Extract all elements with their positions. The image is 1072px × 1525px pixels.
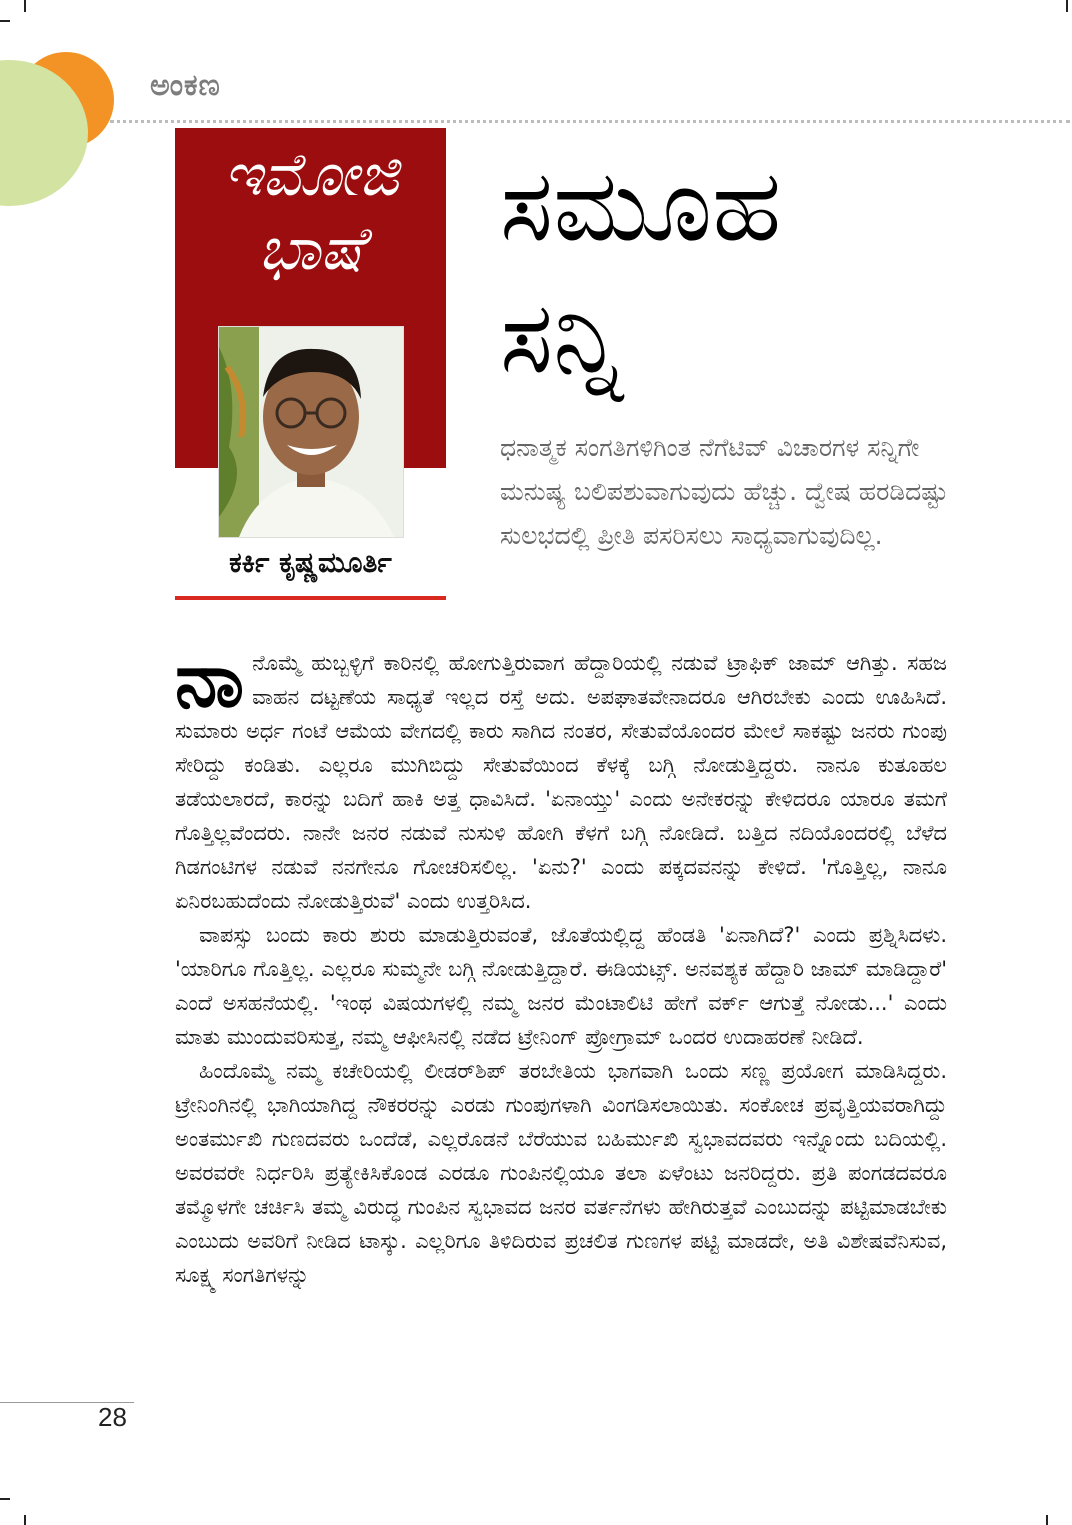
dotted-divider: [110, 120, 1070, 123]
body-paragraph: ಹಿಂದೊಮ್ಮೆ ನಮ್ಮ ಕಚೇರಿಯಲ್ಲಿ ಲೀಡರ್‌ಶಿಪ್ ತರಬೇತಿಯ ಭಾಗವಾಗಿ ಒಂದು ಸಣ್ಣ ಪ್ರಯೋಗ ಮಾಡಿಸಿದ್ದರು. ಟ್ರೇನಿಂಗಿನಲ್ಲಿ ಭಾಗಿಯಾಗಿದ್ದ ನೌಕರರನ್ನು ಎರಡು ಗುಂಪುಗಳಾಗಿ ವಿಂಗಡಿಸಲಾಯಿತು. ಸಂಕೋಚ ಪ್ರವೃತ್ತಿಯವರಾಗಿದ್ದು ಅಂತರ್ಮುಖಿ ಗುಣದವರು ಒಂದೆಡೆ, ಎಲ್ಲರೊಡನೆ ಬೆರೆಯುವ ಬಹಿರ್ಮುಖಿ ಸ್ವಭಾವದವರು ಇನ್ನೊಂದು ಬದಿಯಲ್ಲಿ. ಅವರವರೇ ನಿರ್ಧರಿಸಿ ಪ್ರತ್ಯೇಕಿಸಿಕೊಂಡ ಎರಡೂ ಗುಂಪಿನಲ್ಲಿಯೂ ತಲಾ ಏಳೆಂಟು ಜನರಿದ್ದರು. ಪ್ರತಿ ಪಂಗಡದವರೂ ತಮ್ಮೊಳಗೇ ಚರ್ಚಿಸಿ ತಮ್ಮ ವಿರುದ್ಧ ಗುಂಪಿನ ಸ್ವಭಾವದ ಜನರ ವರ್ತನೆಗಳು ಹೇಗಿರುತ್ತವೆ ಎಂಬುದನ್ನು ಪಟ್ಟಿಮಾಡಬೇಕು ಎಂಬುದು ಅವರಿಗೆ ನೀಡಿದ ಟಾಸ್ಕು. ಎಲ್ಲರಿಗೂ ತಿಳಿದಿರುವ ಪ್ರಚಲಿತ ಗುಣಗಳ ಪಟ್ಟಿ ಮಾಡದೇ, ಅತಿ ವಿಶೇಷವೆನಿಸುವ, ಸೂಕ್ಷ್ಮ ಸಂಗತಿಗಳನ್ನು: [175, 1059, 947, 1287]
drop-cap: ನಾ: [175, 635, 245, 724]
crop-mark: [1066, 0, 1068, 12]
headline-line2: ಸನ್ನಿ: [500, 279, 623, 396]
paragraph-text: ನೊಮ್ಮೆ ಹುಬ್ಬಳ್ಳಿಗೆ ಕಾರಿನಲ್ಲಿ ಹೋಗುತ್ತಿರುವಾಗ ಹೆದ್ದಾರಿಯಲ್ಲಿ ನಡುವೆ ಟ್ರಾಫಿಕ್ ಜಾಮ್ ಆಗಿತ್ತು. ಸಹಜ ವಾಹನ ದಟ್ಟಣೆಯ ಸಾಧ್ಯತೆ ಇಲ್ಲದ ರಸ್ತೆ ಅದು. ಅಪಘಾತವೇನಾದರೂ ಆಗಿರಬೇಕು ಎಂದು ಊಹಿಸಿದೆ. ಸುಮಾರು ಅರ್ಧ ಗಂಟೆ ಆಮೆಯ ವೇಗದಲ್ಲಿ ಕಾರು ಸಾಗಿದ ನಂತರ, ಸೇತುವೆಯೊಂದರ ಮೇಲೆ ಸಾಕಷ್ಟು ಜನರು ಗುಂಪು ಸೇರಿದ್ದು ಕಂಡಿತು. ಎಲ್ಲರೂ ಮುಗಿಬಿದ್ದು ಸೇತುವೆಯಿಂದ ಕೆಳಕ್ಕೆ ಬಗ್ಗಿ ನೋಡುತ್ತಿದ್ದರು. ನಾನೂ ಕುತೂಹಲ ತಡೆಯಲಾರದೆ, ಕಾರನ್ನು ಬದಿಗೆ ಹಾಕಿ ಅತ್ತ ಧಾವಿಸಿದೆ. 'ಏನಾಯ್ತು' ಎಂದು ಅನೇಕರನ್ನು ಕೇಳಿದರೂ ಯಾರೂ ತಮಗೆ ಗೊತ್ತಿಲ್ಲವೆಂದರು. ನಾನೇ ಜನರ ನಡುವೆ ನುಸುಳಿ ಹೋಗಿ ಕೆಳಗೆ ಬಗ್ಗಿ ನೋಡಿದೆ. ಬತ್ತಿದ ನದಿಯೊಂದರಲ್ಲಿ ಬೆಳೆದ ಗಿಡಗಂಟಿಗಳ ನಡುವೆ ನನಗೇನೂ ಗೋಚರಿಸಲಿಲ್ಲ. 'ಏನು?' ಎಂದು ಪಕ್ಕದವನನ್ನು ಕೇಳಿದೆ. 'ಗೊತ್ತಿಲ್ಲ, ನಾನೂ ಏನಿರಬಹುದೆಂದು ನೋಡುತ್ತಿರುವೆ' ಎಂದು ಉತ್ತರಿಸಿದ.: [175, 651, 947, 913]
deck-text: ಧನಾತ್ಮಕ ಸಂಗತಿಗಳಿಗಿಂತ ನೆಗೆಟಿವ್ ವಿಚಾರಗಳ ಸನ್ನಿಗೇ ಮನುಷ್ಯ ಬಲಿಪಶುವಾಗುವುದು ಹೆಚ್ಚು. ದ್ವೇಷ ಹರಡಿದಷ್ಟು ಸುಲಭದಲ್ಲಿ ಪ್ರೀತಿ ಪಸರಿಸಲು ಸಾಧ್ಯವಾಗುವುದಿಲ್ಲ.: [500, 433, 949, 550]
body-paragraph: ವಾಪಸ್ಸು ಬಂದು ಕಾರು ಶುರು ಮಾಡುತ್ತಿರುವಂತೆ, ಜೊತೆಯಲ್ಲಿದ್ದ ಹೆಂಡತಿ 'ಏನಾಗಿದೆ?' ಎಂದು ಪ್ರಶ್ನಿಸಿದಳು. 'ಯಾರಿಗೂ ಗೊತ್ತಿಲ್ಲ. ಎಲ್ಲರೂ ಸುಮ್ಮನೇ ಬಗ್ಗಿ ನೋಡುತ್ತಿದ್ದಾರೆ. ಈಡಿಯಟ್ಸ್. ಅನವಶ್ಯಕ ಹೆದ್ದಾರಿ ಜಾಮ್ ಮಾಡಿದ್ದಾರೆ' ಎಂದೆ ಅಸಹನೆಯಲ್ಲಿ. 'ಇಂಥ ವಿಷಯಗಳಲ್ಲಿ ನಮ್ಮ ಜನರ ಮೆಂಟಾಲಿಟಿ ಹೇಗೆ ವರ್ಕ್ ಆಗುತ್ತೆ ನೋಡು...' ಎಂದು ಮಾತು ಮುಂದುವರಿಸುತ್ತ, ನಮ್ಮ ಆಫೀಸಿನಲ್ಲಿ ನಡೆದ ಟ್ರೇನಿಂಗ್ ಪ್ರೋಗ್ರಾಮ್ ಒಂದರ ಉದಾಹರಣೆ ನೀಡಿದೆ.: [175, 923, 947, 1049]
page-number: 28: [98, 1402, 127, 1432]
crop-mark: [1046, 1515, 1048, 1525]
column-title-line2: ಭಾಷೆ: [258, 214, 364, 284]
column-title: [182, 138, 440, 286]
author-portrait-illustration: [219, 327, 403, 537]
crop-mark: [0, 20, 10, 22]
column-title-line1: ಇಮೋಜಿ: [223, 140, 399, 210]
headline-line1: ಸಮೂಹ: [500, 147, 782, 264]
crop-mark: [0, 1498, 10, 1500]
author-underline: [175, 596, 446, 600]
section-label: ಅಂಕಣ: [150, 68, 221, 103]
author-photo: [218, 326, 404, 538]
headline: [500, 140, 1060, 404]
crop-mark: [24, 0, 26, 12]
body-paragraph: [175, 635, 947, 918]
author-name: ಕರ್ಕಿ ಕೃಷ್ಣಮೂರ್ತಿ: [229, 546, 392, 579]
article-body: [175, 635, 947, 1292]
crop-mark: [24, 1515, 26, 1525]
